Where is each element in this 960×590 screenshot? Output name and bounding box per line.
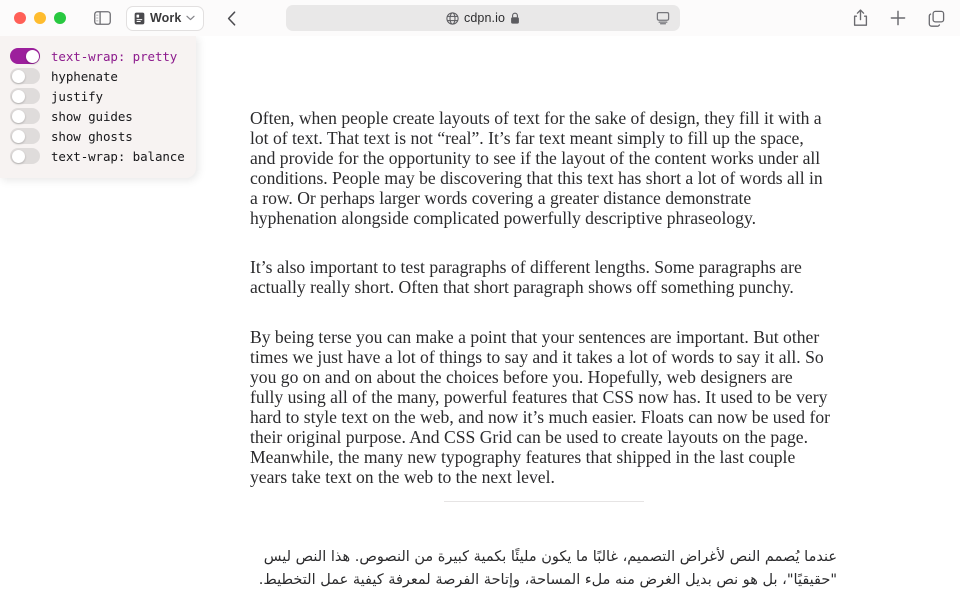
reader-view-icon (656, 11, 670, 25)
toggle-label-show-ghosts: show ghosts (51, 128, 133, 144)
toggle-label-justify: justify (51, 88, 103, 104)
back-button[interactable] (220, 7, 242, 29)
toggle-row-justify[interactable] (10, 86, 196, 106)
paragraph-1: Often, when people create layouts of text for the sake of design, they fill it with a lot of text. That text is not “real”. It’s far text meant simply to fill up the space, and provide for the opportunity to see if the layout of the content works under all conditions. People may be discovering that this text has short a lot of words all in a row. Or perhaps larger words covering a greater distance demonstrate hyphenation alongside complicated powerfully descriptive phraseology. (250, 108, 823, 228)
chevron-left-icon (227, 11, 236, 26)
page-viewport (0, 36, 960, 590)
arabic-section (250, 546, 837, 590)
globe-icon (446, 12, 459, 25)
address-bar[interactable] (286, 5, 680, 31)
profile-name-label: Work (150, 11, 182, 25)
toggle-label-show-guides: show guides (51, 108, 133, 124)
toggle-knob (26, 50, 39, 63)
url-text: cdpn.io (463, 11, 505, 25)
share-button[interactable] (850, 8, 870, 28)
browser-toolbar (0, 0, 960, 36)
toggle-row-show-guides[interactable] (10, 106, 196, 126)
toggle-knob (12, 150, 25, 163)
profile-card-icon (134, 12, 145, 25)
minimize-window-button[interactable] (34, 12, 46, 24)
new-tab-button[interactable] (888, 8, 908, 28)
share-icon (853, 9, 868, 27)
toggle-switch-show-guides[interactable] (10, 108, 40, 124)
toggle-row-hyphenate[interactable] (10, 66, 196, 86)
toggle-knob (12, 70, 25, 83)
toggle-row-text-wrap-balance[interactable] (10, 146, 196, 166)
sidebar-toggle-button[interactable] (90, 8, 114, 28)
close-window-button[interactable] (14, 12, 26, 24)
address-bar-content (446, 11, 520, 25)
toggle-switch-text-wrap-balance[interactable] (10, 148, 40, 164)
toggle-switch-show-ghosts[interactable] (10, 128, 40, 144)
toggle-switch-justify[interactable] (10, 88, 40, 104)
toggle-row-text-wrap-pretty[interactable] (10, 46, 196, 66)
chevron-down-icon (186, 15, 195, 21)
lock-icon (510, 12, 520, 25)
plus-icon (890, 10, 906, 26)
toggle-knob (12, 90, 25, 103)
typography-controls-panel (0, 36, 196, 178)
traffic-lights (14, 12, 66, 24)
section-divider (444, 501, 644, 502)
toggle-switch-hyphenate[interactable] (10, 68, 40, 84)
toggle-switch-text-wrap-pretty[interactable] (10, 48, 40, 64)
copy-tabs-icon (928, 10, 945, 27)
toggle-label-text-wrap-balance: text-wrap: balance (51, 148, 185, 164)
toggle-row-show-ghosts[interactable] (10, 126, 196, 146)
toggle-knob (12, 110, 25, 123)
toggle-label-hyphenate: hyphenate (51, 68, 118, 84)
article-body (250, 36, 830, 488)
toggle-label-text-wrap-pretty: text-wrap: pretty (51, 48, 178, 64)
tab-overview-button[interactable] (926, 8, 946, 28)
toolbar-actions (850, 0, 946, 36)
toggle-knob (12, 130, 25, 143)
paragraph-3: By being terse you can make a point that your sentences are important. But other times we just have a lot of things to say and it takes a lot of words to say it all. So you go on and on about the choices before you. Hopefully, web designers are fully using all of the many, powerful features that CSS now has. It used to be very hard to style text on the web, and now it’s much easier. Floats can now be used for their original purpose. And CSS Grid can be used to create layouts on the page. Meanwhile, the many new typography features that shipped in the last couple years take text on the web to the next level. (250, 327, 830, 487)
profile-switcher-button[interactable] (126, 6, 204, 31)
maximize-window-button[interactable] (54, 12, 66, 24)
reader-view-button[interactable] (654, 9, 672, 27)
paragraph-2: It’s also important to test paragraphs of different lengths. Some paragraphs are actually really short. Often that short paragraph shows off something punchy. (250, 257, 802, 298)
sidebar-icon (94, 11, 111, 25)
arabic-paragraph: عندما يُصمم النص لأغراض التصميم، غالبًا ما يكون مليئًا بكمية كبيرة من النصوص. هذا النص ليس "حقيقيًا"، بل هو نص بديل الغرض منه ملء المساحة، وإتاحة الفرصة لمعرفة كيفية عمل التخطيط. (258, 549, 837, 588)
